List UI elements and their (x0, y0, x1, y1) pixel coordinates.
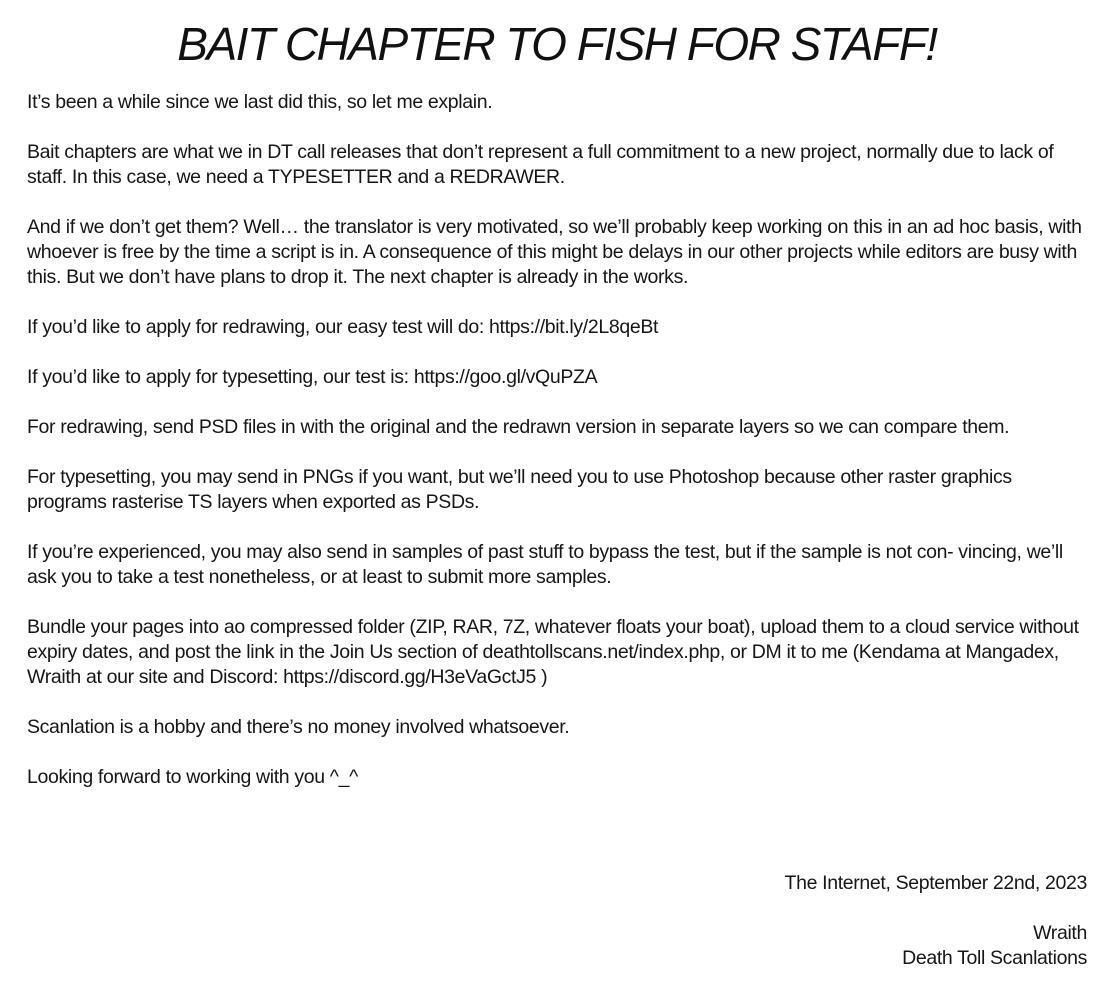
paragraph-bait-chapters: Bait chapters are what we in DT call releases that don’t represent a full commitment to a new project, normally due to lack of staff. In this case, we need a TYPESETTER and a REDRAWER. (27, 141, 1054, 188)
paragraph-hobby: Scanlation is a hobby and there’s no money involved whatsoever. (27, 716, 570, 738)
paragraph-redraw-format: For redrawing, send PSD files in with the original and the redrawn version in separate layers so we can compare them. (27, 416, 1010, 438)
paragraph-closing: Looking forward to working with you ^_^ (27, 766, 358, 788)
paragraph-redraw-test: If you’d like to apply for redrawing, our easy test will do: https://bit.ly/2L8qeBt (27, 316, 659, 338)
page-title: BAIT CHAPTER TO FISH FOR STAFF! (177, 18, 937, 70)
paragraph-experienced: If you’re experienced, you may also send in samples of past stuff to bypass the test, but if the sample is not con- vincing, we’ll ask you to take a test nonetheless, or at least to submit more samples. (27, 541, 1063, 588)
signature-block (387, 871, 1087, 971)
signature-group: Death Toll Scanlations (902, 947, 1087, 969)
paragraph-typeset-test: If you’d like to apply for typesetting, our test is: https://goo.gl/vQuPZA (27, 366, 598, 388)
paragraph-intro: It’s been a while since we last did this, so let me explain. (27, 91, 493, 113)
paragraph-typeset-format: For typesetting, you may send in PNGs if you want, but we’ll need you to use Photoshop because other raster graphics programs rasterise TS layers when exported as PSDs. (27, 466, 1012, 513)
paragraph-if-not: And if we don’t get them? Well… the translator is very motivated, so we’ll probably keep working on this in an ad hoc basis, with whoever is free by the time a script is in. A consequence of this might be delays in our other projects while editors are busy with this. But we don’t have plans to drop it. The next chapter is already in the works. (27, 216, 1082, 288)
paragraph-submission: Bundle your pages into ao compressed folder (ZIP, RAR, 7Z, whatever floats your boat), upload them to a cloud service without expiry dates, and post the link in the Join Us section of deathtollscans.net/index.php, or DM it to me (Kendama at Mangadex, Wraith at our site and Discord: https://discord.gg/H3eVaGctJ5 ) (27, 616, 1079, 688)
signature-author: Wraith (1033, 922, 1087, 944)
signature-place-date: The Internet, September 22nd, 2023 (784, 872, 1087, 894)
announcement-body (27, 90, 1087, 815)
